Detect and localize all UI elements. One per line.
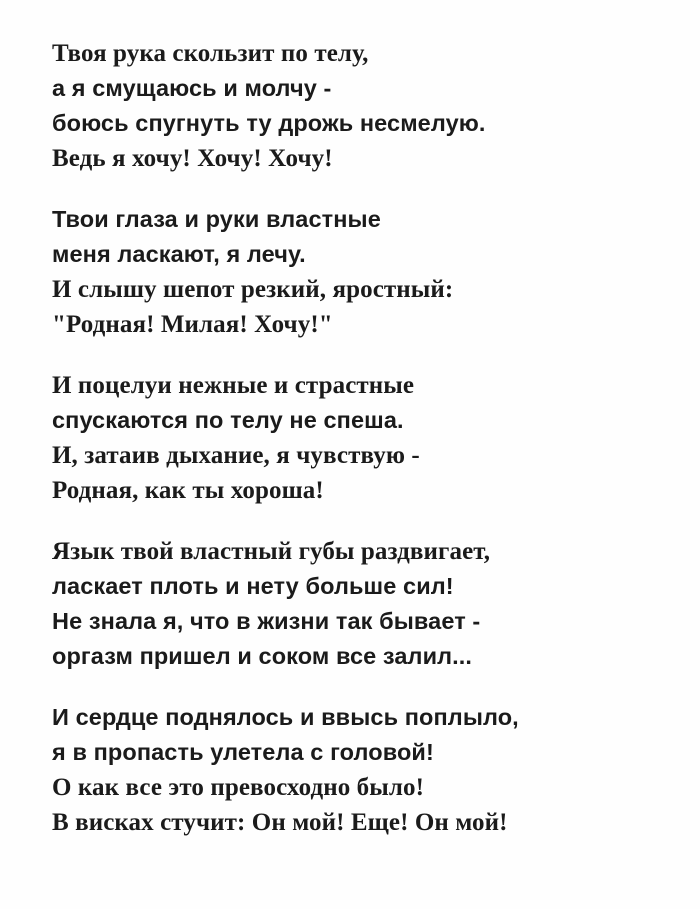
stanza <box>52 36 654 176</box>
poem-line: Язык твой властный губы раздвигает, <box>52 538 491 565</box>
stanza <box>52 534 654 674</box>
poem-line: И слышу шепот резкий, яростный: <box>52 276 454 303</box>
poem-line: Твои глаза и руки властные <box>52 206 381 232</box>
poem-line: Родная, как ты хороша! <box>52 477 324 504</box>
poem-line: "Родная! Милая! Хочу!" <box>52 311 333 338</box>
poem-line: боюсь спугнуть ту дрожь несмелую. <box>52 110 486 136</box>
poem-line: И поцелуи нежные и страстные <box>52 372 415 399</box>
poem-line: а я смущаюсь и молчу - <box>52 75 332 101</box>
poem-line: меня ласкают, я лечу. <box>52 241 306 267</box>
poem-line: ласкает плоть и нету больше сил! <box>52 573 454 599</box>
poem-line: спускаются по телу не спеша. <box>52 407 404 433</box>
poem-line: И сердце поднялось и ввысь поплыло, <box>52 704 519 730</box>
poem-line: В висках стучит: Он мой! Еще! Он мой! <box>52 809 508 836</box>
stanza <box>52 700 654 840</box>
poem-line: О как все это превосходно было! <box>52 774 425 801</box>
poem-body <box>52 36 654 840</box>
poem-line: я в пропасть улетела с головой! <box>52 739 434 765</box>
poem-line: И, затаив дыхание, я чувствую - <box>52 442 420 469</box>
poem-line: Твоя рука скользит по телу, <box>52 40 369 67</box>
poem-line: Ведь я хочу! Хочу! Хочу! <box>52 145 333 172</box>
stanza <box>52 202 654 342</box>
poem-line: Не знала я, что в жизни так бывает - <box>52 608 481 634</box>
poem-line: оргазм пришел и соком все залил... <box>52 643 473 669</box>
stanza <box>52 368 654 508</box>
